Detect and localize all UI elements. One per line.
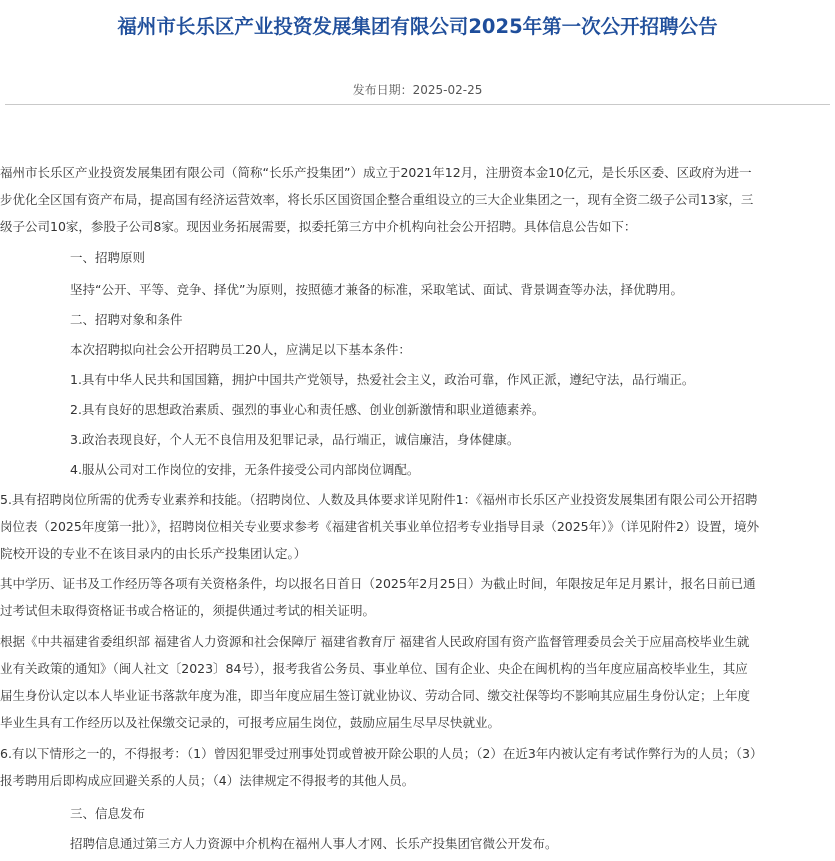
publish-date: 发布日期：2025-02-25 (352, 83, 483, 97)
conditions-intro: 本次招聘拟向社会公开招聘员工20人，应满足以下基本条件： (70, 342, 411, 357)
condition-2: 2.具有良好的思想政治素质、强烈的事业心和责任感、创业创新激情和职业道德素养。 (70, 402, 545, 417)
principles-paragraph: 坚持“公开、平等、竞争、择优”为原则，按照德才兼备的标准，采取笔试、面试、背景调查等办法，择优聘用。 (70, 282, 683, 297)
title-divider (5, 104, 830, 105)
page-title: 福州市长乐区产业投资发展集团有限公司2025年第一次公开招聘公告 (117, 15, 718, 38)
section-heading-conditions: 二、招聘对象和条件 (70, 312, 183, 327)
condition-6 (0, 740, 760, 794)
graduate-policy-paragraph (0, 628, 760, 736)
condition-5-text: 5.具有招聘岗位所需的优秀专业素养和技能。（招聘岗位、人数及具体要求详见附件1：《福州市长乐区产业投资发展集团有限公司公开招聘岗位表（2025年度第一批）》，招聘岗位相关专业要求参考《福建省机关事业单位招考专业指导目录（2025年）》（详见附件2）设置，境外院校开设的专业不在该目录内的由长乐产投集团认定。） (0, 492, 760, 561)
section-heading-publishing: 三、信息发布 (70, 806, 146, 821)
condition-6-text: 6.有以下情形之一的，不得报考：（1）曾因犯罪受过刑事处罚或曾被开除公职的人员；（2）在近3年内被认定有考试作弊行为的人员；（3）报考聘用后即构成应回避关系的人员；（4）法律规定不得报考的其他人员。 (0, 746, 757, 788)
publishing-paragraph: 招聘信息通过第三方人力资源中介机构在福州人事人才网、长乐产投集团官微公开发布。 (70, 836, 558, 851)
condition-5 (0, 486, 760, 567)
qualification-paragraph (0, 570, 760, 624)
section-heading-principles: 一、招聘原则 (70, 250, 146, 265)
condition-1: 1.具有中华人民共和国国籍，拥护中国共产党领导，热爱社会主义，政治可靠，作风正派，遵纪守法，品行端正。 (70, 372, 695, 387)
qualification-text: 其中学历、证书及工作经历等各项有关资格条件，均以报名日首日（2025年2月25日）为截止时间，年限按足年足月累计，报名日前已通过考试但未取得资格证书或合格证的，须提供通过考试的相关证明。 (0, 576, 756, 618)
intro-paragraph (0, 159, 760, 240)
condition-3: 3.政治表现良好，个人无不良信用及犯罪记录，品行端正，诚信廉洁，身体健康。 (70, 432, 520, 447)
intro-text: 福州市长乐区产业投资发展集团有限公司（简称“长乐产投集团”）成立于2021年12月，注册资本金10亿元，是长乐区委、区政府为进一步优化全区国有资产布局，提高国有经济运营效率，将长乐区国资国企整合重组设立的三大企业集团之一，现有全资二级子公司13家，三级子公司10家，参股子公司8家。现因业务拓展需要，拟委托第三方中介机构向社会公开招聘。具体信息公告如下： (0, 165, 754, 234)
condition-4: 4.服从公司对工作岗位的安排，无条件接受公司内部岗位调配。 (70, 462, 420, 477)
graduate-policy-text: 根据《中共福建省委组织部 福建省人力资源和社会保障厅 福建省教育厅 福建省人民政府国有资产监督管理委员会关于应届高校毕业生就业有关政策的通知》（闽人社文〔2023〕84号），报考我省公务员、事业单位、国有企业、央企在闽机构的当年度应届高校毕业生，其应届生身份认定以本人毕业证书落款年度为准，即当年度应届生签订就业协议、劳动合同、缴交社保等均不影响其应届生身份认定；上年度毕业生具有工作经历以及社保缴交记录的，可报考应届生岗位，鼓励应届生尽早尽快就业。 (0, 634, 751, 730)
